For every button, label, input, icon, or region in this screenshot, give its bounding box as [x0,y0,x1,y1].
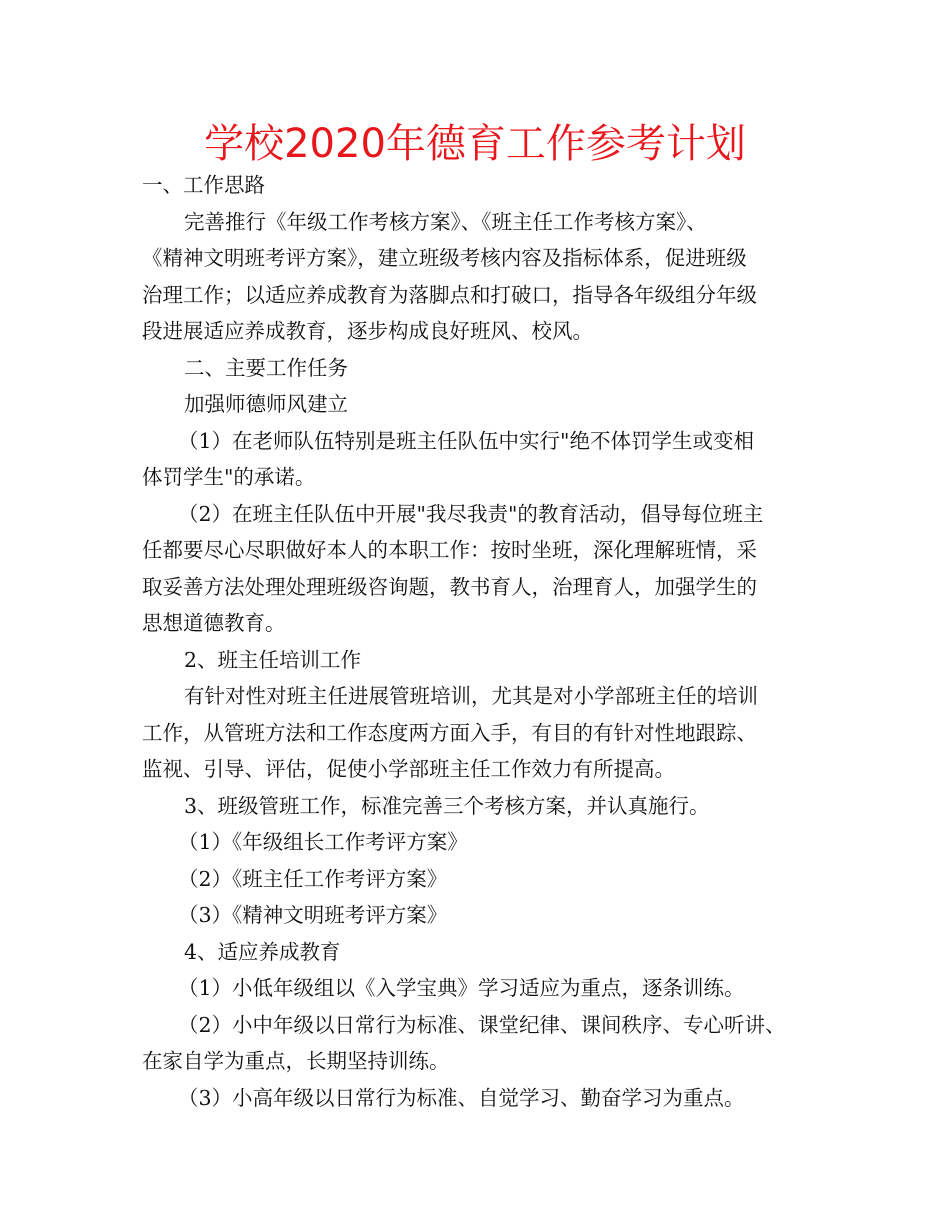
document-title: 学校2020年德育工作参考计划 [204,121,746,167]
list-item-continuation: 取妥善方法处理处理班级咨询题，教书育人，治理育人，加强学生的 [142,574,757,599]
list-item: （2）《班主任工作考评方案》 [178,866,448,891]
paragraph-line: 监视、引导、评估，促使小学部班主任工作效力有所提高。 [142,757,675,781]
paragraph-line: 有针对性对班主任进展管班培训，尤其是对小学部班主任的培训 [184,684,758,708]
list-item: （1）小低年级组以《入学宝典》学习适应为重点，逐条训练。 [178,976,745,1000]
paragraph-line: 工作，从管班方法和工作态度两方面入手，有目的有针对性地跟踪、 [142,720,757,745]
paragraph-line: 治理工作；以适应养成教育为落脚点和打破口，指导各年级组分年级 [142,282,757,307]
subsection-heading: 2、班主任培训工作 [184,647,362,672]
list-item-continuation: 思想道德教育。 [142,611,286,635]
subsection-heading: 加强师德师风建立 [184,392,348,416]
list-item: （1）《年级组长工作考评方案》 [178,830,468,854]
document-body [142,167,822,1116]
list-item: （1）在老师队伍特别是班主任队伍中实行"绝不体罚学生或变相 [178,428,754,453]
paragraph-line: 段进展适应养成教育，逐步构成良好班风、校风。 [142,319,593,343]
list-item-continuation: 体罚学生"的承诺。 [142,465,316,489]
list-item: （2）在班主任队伍中开展"我尽我责"的教育活动，倡导每位班主 [178,501,764,526]
section-heading: 二、主要工作任务 [184,355,348,380]
list-item-continuation: 任都要尽心尽职做好本人的本职工作：按时坐班，深化理解班情，采 [142,538,757,562]
subsection-heading: 3、班级管班工作，标准完善三个考核方案，并认真施行。 [184,793,710,818]
paragraph-line: 《精神文明班考评方案》，建立班级考核内容及指标体系，促进班级 [142,246,747,270]
list-item: （3）《精神文明班考评方案》 [178,903,448,927]
subsection-heading: 4、适应养成教育 [184,939,341,964]
paragraph-line: 完善推行《年级工作考核方案》、《班主任工作考核方案》、 [184,209,707,234]
list-item: （3）小高年级以日常行为标准、自觉学习、勤奋学习为重点。 [178,1085,745,1110]
list-item: （2）小中年级以日常行为标准、课堂纪律、课间秩序、专心听讲、 [178,1012,786,1037]
section-heading: 一、工作思路 [142,173,265,197]
list-item-continuation: 在家自学为重点，长期坚持训练。 [142,1049,450,1073]
